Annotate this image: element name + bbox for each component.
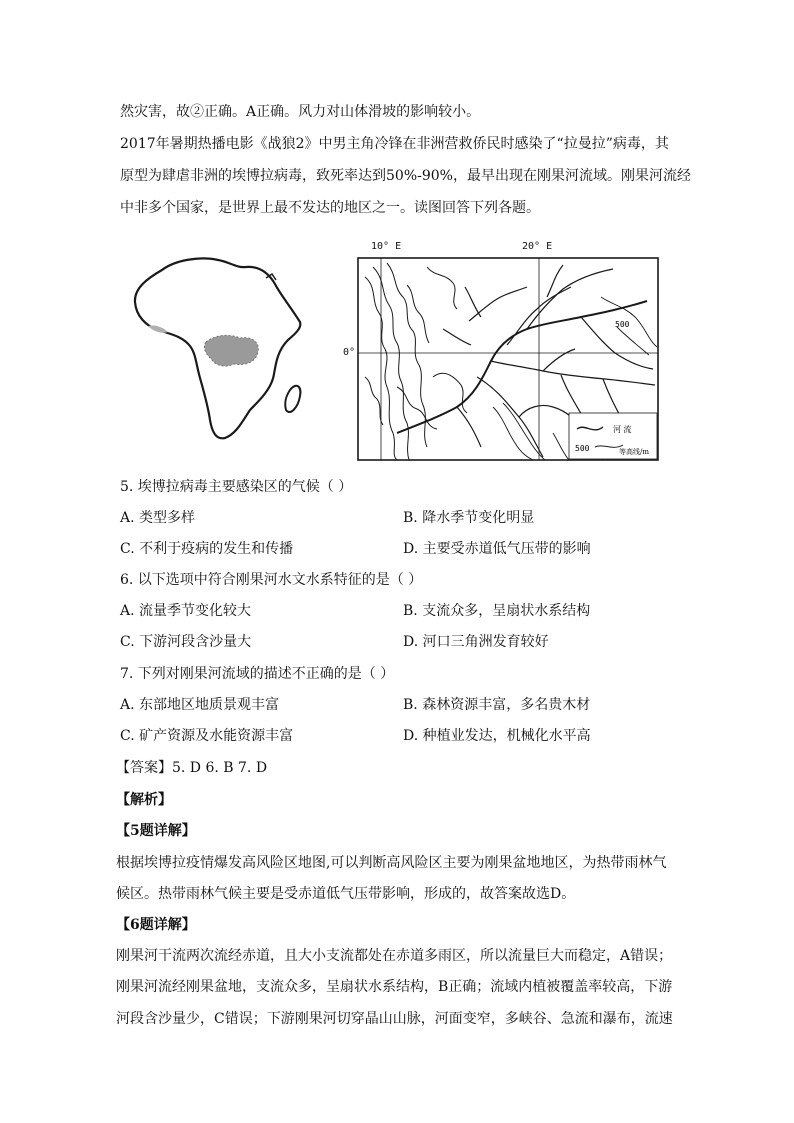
legend-contour-value: 500 [575,444,590,453]
question-6-option-d: D. 河口三角洲发育较好 [403,634,549,650]
africa-outline-map [130,250,310,445]
question-6-analysis-line-1: 刚果河干流两次流经赤道，且大小支流都处在赤道多雨区，所以流量巨大而稳定，A错误； [116,948,673,964]
latitude-label-equator: 0° [343,347,356,358]
answer-line: 【答案】5. D 6. B 7. D [116,760,268,776]
intro-line-1: 2017年暑期热播电影《战狼2》中男主角冷锋在非洲营救侨民时感染了“拉曼拉”病毒，其 [120,136,669,152]
question-5-analysis-heading: 【5题详解】 [116,823,196,839]
congo-map-canvas [357,257,659,461]
question-5-analysis-line-2: 候区。热带雨林气候主要是受赤道低气压带影响，形成的，故答案故选D。 [116,886,576,902]
question-6-option-b: B. 支流众多，呈扇状水系结构 [403,603,591,619]
question-7-option-a: A. 东部地区地质景观丰富 [120,697,280,713]
intro-line-2: 原型为肆虐非洲的埃博拉病毒，致死率达到50%-90%，最早出现在刚果河流域。刚果河流经 [120,168,691,184]
question-7-option-c: C. 矿产资源及水能资源丰富 [120,728,294,744]
question-7-option-d: D. 种植业发达，机械化水平高 [403,728,591,744]
intro-line-3: 中非多个国家，是世界上最不发达的地区之一。读图回答下列各题。 [120,200,540,216]
question-5-option-b: B. 降水季节变化明显 [403,510,535,526]
longitude-label-10e: 10° E [371,241,402,252]
question-5-option-d: D. 主要受赤道低气压带的影响 [403,541,591,557]
question-6-option-a: A. 流量季节变化较大 [120,603,252,619]
question-7-stem: 7. 下列对刚果河流域的描述不正确的是（ ） [120,666,395,682]
question-5-option-a: A. 类型多样 [120,510,196,526]
question-6-analysis-heading: 【6题详解】 [116,917,196,933]
map-legend [569,413,657,459]
madagascar-island [285,386,300,412]
congo-basin-map [343,241,659,461]
question-7-option-b: B. 森林资源丰富，多名贵木材 [403,697,591,713]
question-6-stem: 6. 以下选项中符合刚果河水文水系特征的是（ ） [120,572,423,588]
question-6-option-c: C. 下游河段含沙量大 [120,634,252,650]
intro-line-0: 然灾害，故②正确。A正确。风力对山体滑坡的影响较小。 [120,104,481,120]
contour-label-500: 500 [615,320,630,329]
legend-contour-label: 等高线/m [619,448,649,456]
question-6-analysis-line-3: 河段含沙量少，C错误；下游刚果河切穿晶山山脉，河面变窄，多峡谷、急流和瀑布，流速 [116,1011,673,1027]
question-5-option-c: C. 不利于疫病的发生和传播 [120,541,294,557]
longitude-label-20e: 20° E [522,241,553,252]
question-5-analysis-line-1: 根据埃博拉疫情爆发高风险区地图,可以判断高风险区主要为刚果盆地地区，为热带雨林气 [116,855,667,871]
legend-river-label: 河 流 [613,425,632,434]
question-5-stem: 5. 埃博拉病毒主要感染区的气候（ ） [120,479,353,495]
question-6-analysis-line-2: 刚果河流经刚果盆地，支流众多，呈扇状水系结构，B正确；流域内植被覆盖率较高，下游 [116,979,673,995]
analysis-heading: 【解析】 [116,792,172,808]
